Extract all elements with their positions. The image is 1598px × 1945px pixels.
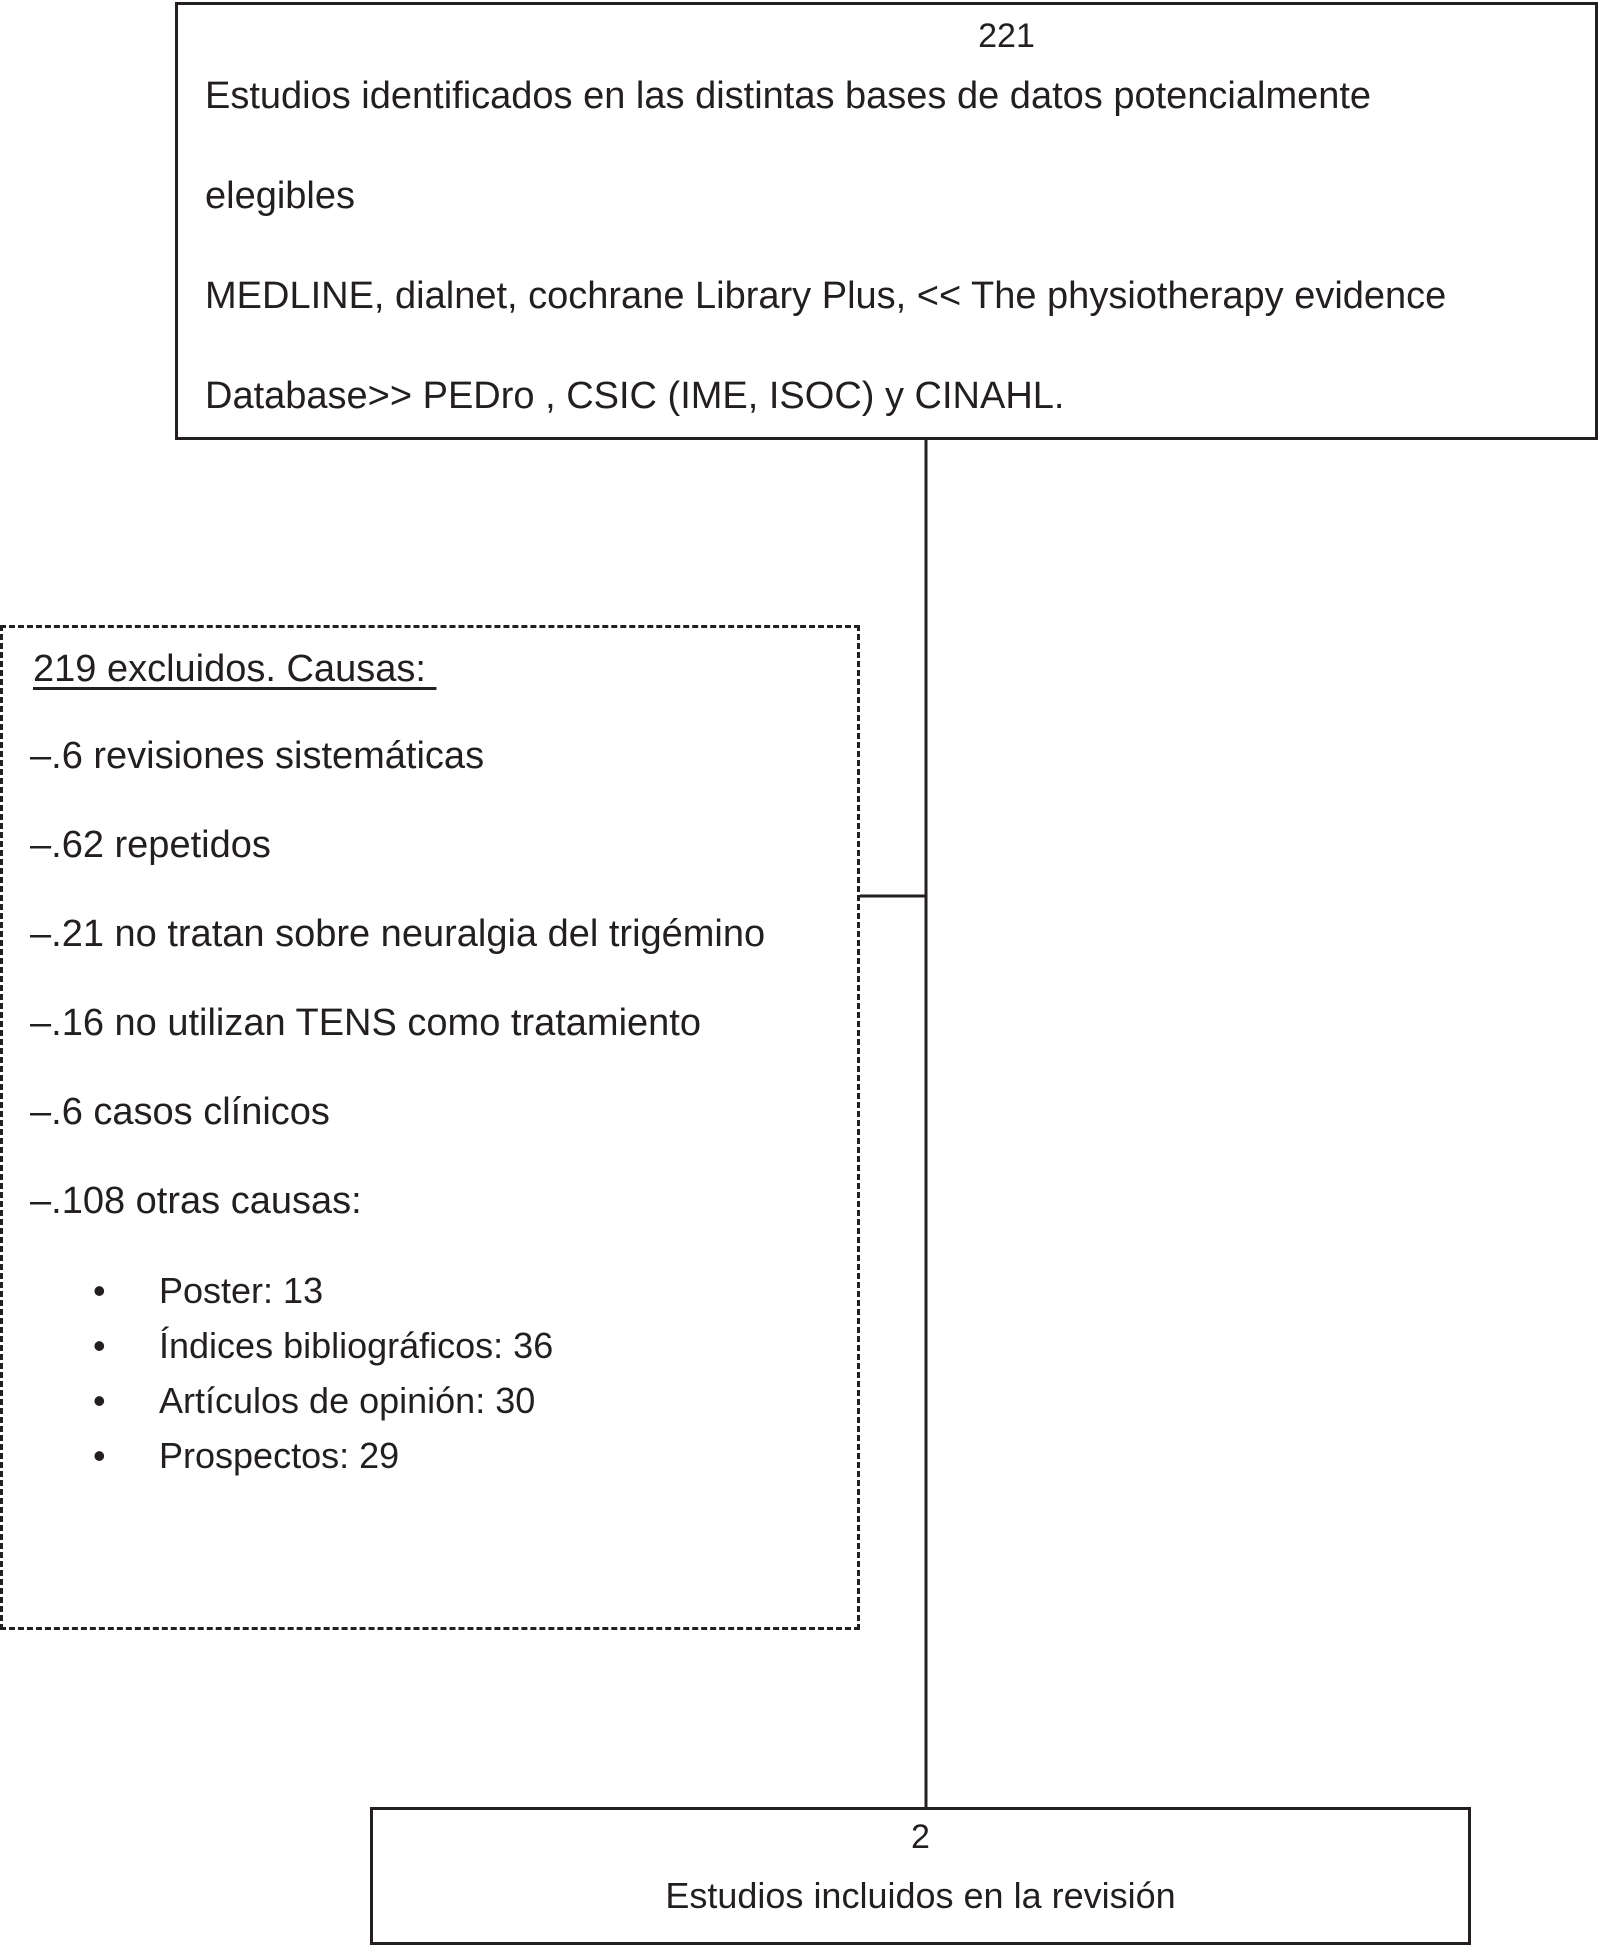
other-cause-label: Índices bibliográficos: 36 (159, 1325, 554, 1366)
excluded-studies-box (0, 625, 860, 1630)
other-cause-label: Artículos de opinión: 30 (159, 1380, 536, 1421)
databases-line-2: Database>> PEDro , CSIC (IME, ISOC) y CINAHL. (205, 375, 1065, 417)
excluded-title: 219 excluidos. Causas: (33, 648, 437, 690)
other-cause-label: Prospectos: 29 (159, 1435, 400, 1476)
excluded-reason: –.6 revisiones sistemáticas (30, 735, 485, 777)
excluded-reason: –.6 casos clínicos (30, 1091, 330, 1133)
identified-studies-box (175, 2, 1598, 440)
identified-description-line-2: elegibles (205, 175, 355, 217)
included-count: 2 (911, 1818, 930, 1856)
bullet-dot-icon: • (93, 1270, 106, 1311)
other-cause-bullet (93, 1270, 323, 1312)
databases-line-1: MEDLINE, dialnet, cochrane Library Plus, << The physiotherapy evidence (205, 275, 1447, 317)
bullet-dot-icon: • (93, 1380, 106, 1421)
other-cause-bullet (93, 1380, 535, 1422)
other-cause-bullet (93, 1325, 553, 1367)
identified-description-line-1: Estudios identificados en las distintas bases de datos potencialmente (205, 75, 1372, 117)
excluded-reason: –.16 no utilizan TENS como tratamiento (30, 1002, 701, 1044)
bullet-dot-icon: • (93, 1325, 106, 1366)
bullet-dot-icon: • (93, 1435, 106, 1476)
included-studies-box (370, 1807, 1471, 1945)
excluded-reason: –.21 no tratan sobre neuralgia del trigémino (30, 913, 766, 955)
identified-count: 221 (978, 17, 1035, 55)
excluded-reason: –.62 repetidos (30, 824, 271, 866)
included-label: Estudios incluidos en la revisión (665, 1875, 1176, 1916)
excluded-reason: –.108 otras causas: (30, 1180, 362, 1222)
other-cause-bullet (93, 1435, 399, 1477)
other-cause-label: Poster: 13 (159, 1270, 324, 1311)
